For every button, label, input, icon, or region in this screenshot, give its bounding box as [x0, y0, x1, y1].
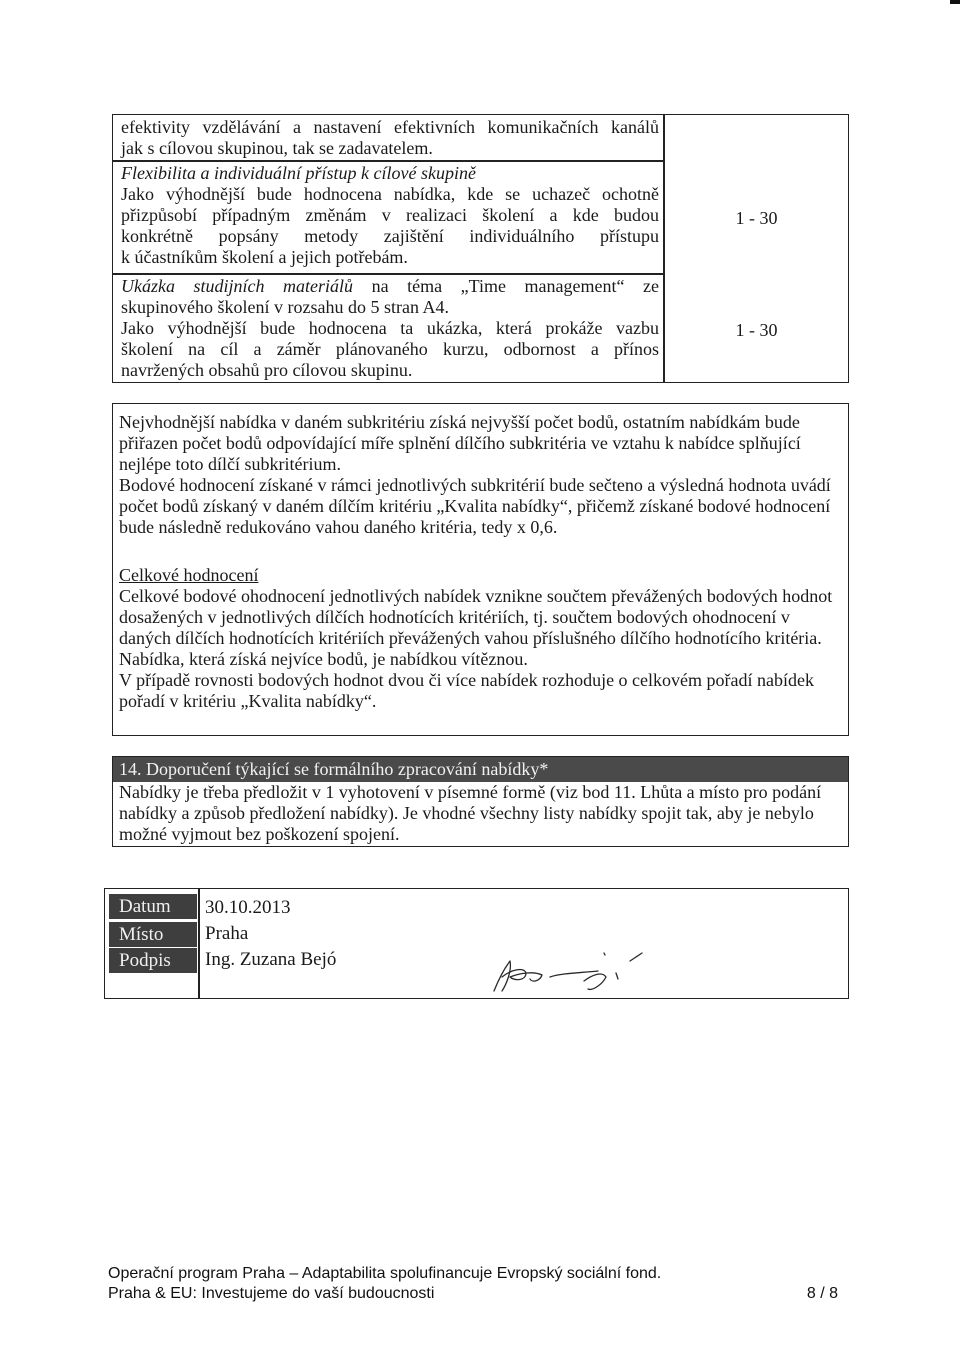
- place-label: Místo: [109, 922, 197, 947]
- top-edge-mark: [950, 0, 960, 4]
- criteria-row-title-rest: na téma „Time management“ ze: [353, 276, 659, 296]
- criteria-row-materials: [121, 276, 659, 381]
- place-value: Praha: [205, 923, 249, 944]
- criteria-row-text-line: Jako výhodnější bude hodnocena nabídka, kde se uchazeč ochotně: [121, 184, 659, 204]
- date-value: 30.10.2013: [205, 897, 291, 918]
- signer-name: Ing. Zuzana Bejó: [205, 949, 337, 970]
- criteria-intro: [121, 117, 659, 159]
- criteria-row-text-line: konkrétně popsány metody zajištění individuálního přístupu: [121, 226, 659, 246]
- criteria-intro-line: efektivity vzdělávání a nastavení efektivních komunikačních kanálů: [121, 117, 659, 137]
- criteria-table: [112, 114, 849, 383]
- section-14: [112, 756, 849, 847]
- footer-line: Praha & EU: Investujeme do vaší budoucnosti: [108, 1285, 435, 1302]
- evaluation-paragraph: Celkové bodové ohodnocení jednotlivých nabídek vznikne součtem převážených bodových hodnot dosažených v jednotlivých dílčích hodnotících kritériích, tj. součtem bodových ohodnocení v daných dílčích hodnotících kritériích převážených vahou příslušného dílčího hodnotícího kritéria. Nabídka, která získá nejvíce bodů, je nabídkou vítěznou.: [119, 586, 833, 669]
- evaluation-box: [112, 403, 849, 736]
- signature-table: [104, 888, 849, 999]
- criteria-row-title: Ukázka studijních materiálů: [121, 276, 354, 296]
- footer-line: Operační program Praha – Adaptabilita spolufinancuje Evropský sociální fond.: [108, 1265, 662, 1282]
- handwritten-signature: [480, 951, 650, 996]
- criteria-row-title: Flexibilita a individuální přístup k cílové skupině: [121, 163, 476, 183]
- section-14-body: Nabídky je třeba předložit v 1 vyhotovení v písemné formě (viz bod 11. Lhůta a místo pro podání nabídky a způsob předložení nabídky). Je vhodné všechny listy nabídky spojit tak, aby je nebylo možné vyjmout bez poškození spojení.: [119, 782, 822, 844]
- column-divider: [198, 889, 200, 998]
- evaluation-paragraph: Nejvhodnější nabídka v daném subkritériu získá nejvyšší počet bodů, ostatním nabídkám bude přiřazen počet bodů odpovídající míře splnění dílčího subkritéria ve vztahu k nabídce splňující nejlépe toto dílčí subkritérium.: [119, 412, 801, 474]
- criteria-row-text-line: školení na cíl a záměr plánovaného kurzu, odbornost a přínos: [121, 339, 659, 359]
- criteria-row-flexibility: [121, 163, 659, 268]
- criteria-row-points: 1 - 30: [735, 208, 778, 228]
- row-divider: [113, 160, 663, 162]
- signature-label: Podpis: [109, 948, 197, 973]
- date-label: Datum: [109, 894, 197, 919]
- criteria-row-points: 1 - 30: [735, 320, 778, 340]
- criteria-row-text-line: k účastníkům školení a jejich potřebám.: [121, 247, 408, 267]
- row-divider: [113, 273, 663, 275]
- evaluation-paragraph: V případě rovnosti bodových hodnot dvou či více nabídek rozhoduje o celkovém pořadí nabídek pořadí v kritériu „Kvalita nabídky“.: [119, 670, 814, 711]
- column-divider: [663, 115, 665, 382]
- evaluation-heading: Celkové hodnocení: [119, 565, 259, 585]
- criteria-row-text-line: přizpůsobí případným změnám v realizaci školení a kde budou: [121, 205, 659, 225]
- evaluation-paragraph: Bodové hodnocení získané v rámci jednotlivých subkritérií bude sečteno a výsledná hodnota uvádí počet bodů získaný v daném dílčím kritériu „Kvalita nabídky“, přičemž získané bodové hodnocení bude následně redukováno vahou daného kritéria, tedy x 0,6.: [119, 475, 831, 537]
- section-14-header: 14. Doporučení týkající se formálního zpracování nabídky*: [113, 757, 848, 782]
- page-number: 8 / 8: [806, 1285, 838, 1302]
- criteria-row-title-line: skupinového školení v rozsahu do 5 stran A4.: [121, 297, 449, 317]
- criteria-row-text-line: Jako výhodnější bude hodnocena ta ukázka, která prokáže vazbu: [121, 318, 659, 338]
- criteria-intro-line: jak s cílovou skupinou, tak se zadavatelem.: [121, 138, 433, 158]
- criteria-row-text-line: navržených obsahů pro cílovou skupinu.: [121, 360, 413, 380]
